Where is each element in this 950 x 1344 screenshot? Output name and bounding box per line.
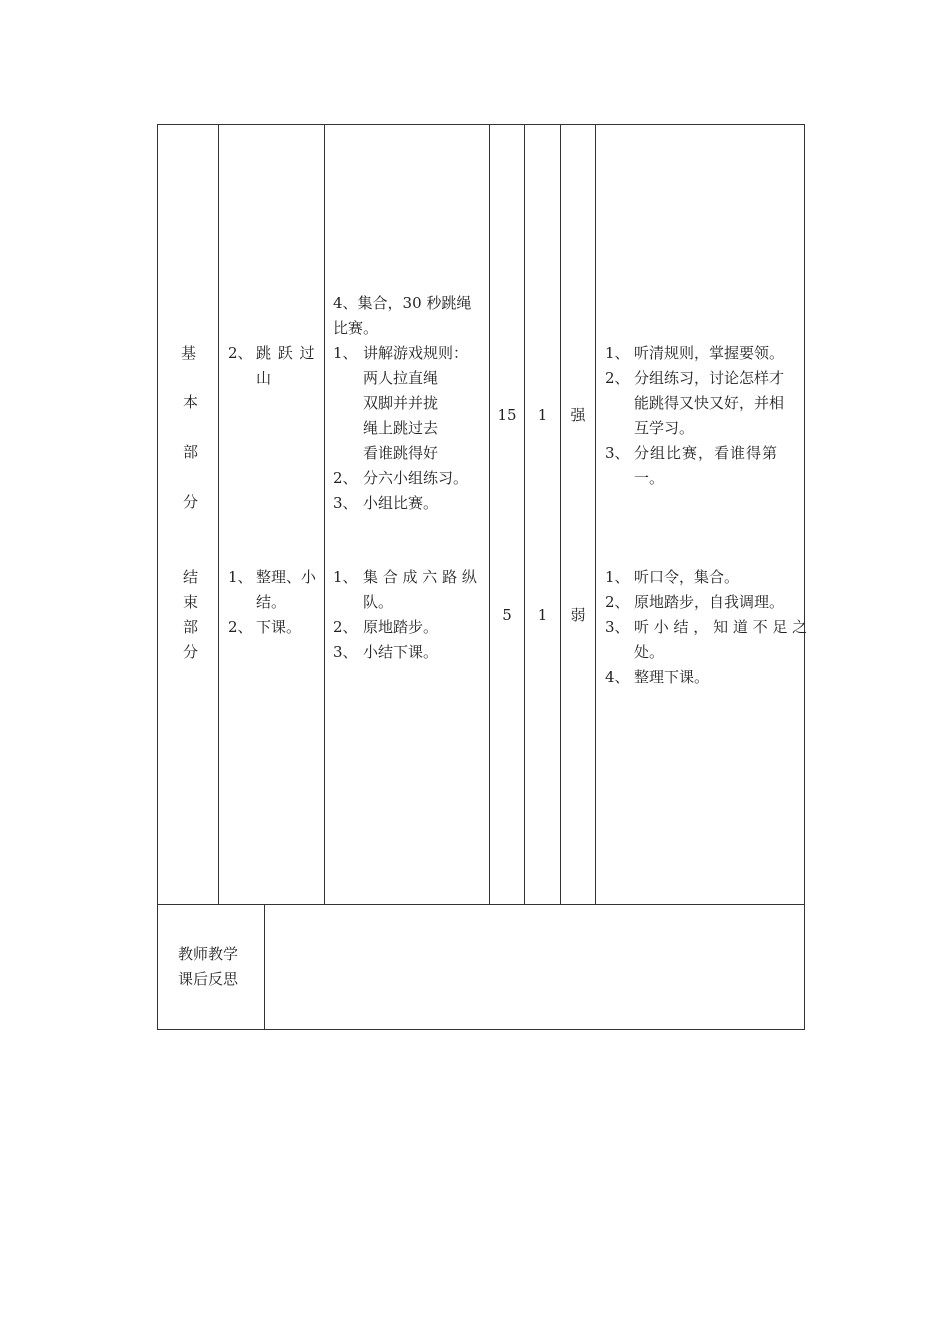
method-item: 集 合 成 六 路 纵 xyxy=(363,568,477,586)
reflection-label-line: 教师教学 xyxy=(178,945,239,963)
times-value: 1 xyxy=(537,406,548,424)
list-number: 2、 xyxy=(333,618,358,636)
list-number: 1、 xyxy=(333,344,358,362)
list-number: 4、 xyxy=(605,668,630,686)
section-label-char: 部 xyxy=(183,618,199,636)
method-item: 小组比赛。 xyxy=(363,494,439,512)
list-number: 3、 xyxy=(605,618,630,636)
student-item: 能跳得又快又好，并相 xyxy=(634,394,785,412)
col-divider-3 xyxy=(489,124,490,904)
student-item: 整理下课。 xyxy=(634,668,710,686)
list-number: 3、 xyxy=(333,494,358,512)
section-label-char: 本 xyxy=(183,393,199,411)
method-item: 绳上跳过去 xyxy=(363,419,439,437)
method-item: 小结下课。 xyxy=(363,643,439,661)
method-item: 队。 xyxy=(363,593,394,611)
list-number: 2、 xyxy=(228,618,253,636)
table-top-border xyxy=(157,124,805,125)
student-item: 听清规则，掌握要领。 xyxy=(634,344,785,362)
col-divider-1 xyxy=(218,124,219,904)
section-label-char: 分 xyxy=(183,493,199,511)
list-number: 1、 xyxy=(605,344,630,362)
list-number: 2、 xyxy=(605,369,630,387)
student-item: 听口令，集合。 xyxy=(634,568,740,586)
student-item: 处。 xyxy=(634,643,665,661)
list-number: 1、 xyxy=(228,568,253,586)
intensity-value: 弱 xyxy=(570,606,586,624)
student-item: 一。 xyxy=(634,469,665,487)
list-number: 3、 xyxy=(333,643,358,661)
list-number: 2、 xyxy=(228,344,253,362)
section-label-char: 结 xyxy=(183,568,199,586)
method-intro: 4、集合，30 秒跳绳 xyxy=(333,294,472,312)
col-divider-2 xyxy=(324,124,325,904)
method-item: 原地踏步。 xyxy=(363,618,439,636)
list-number: 3、 xyxy=(605,444,630,462)
table-right-border xyxy=(804,124,805,1030)
time-value: 15 xyxy=(497,406,517,424)
section-label-char: 基 xyxy=(181,344,197,362)
student-item: 原地踏步，自我调理。 xyxy=(634,593,785,611)
method-item: 分六小组练习。 xyxy=(363,469,469,487)
content-text: 跳 跃 过 xyxy=(256,344,316,362)
content-text: 山 xyxy=(256,369,272,387)
times-value: 1 xyxy=(537,606,548,624)
col-divider-6 xyxy=(595,124,596,904)
section-label-char: 束 xyxy=(183,593,199,611)
student-item: 互学习。 xyxy=(634,419,695,437)
table-bottom-border xyxy=(157,1029,805,1030)
col-divider-5 xyxy=(560,124,561,904)
content-text: 结。 xyxy=(256,593,287,611)
student-item: 分组比赛，看谁得第 xyxy=(634,444,779,462)
list-number: 2、 xyxy=(333,469,358,487)
list-number: 1、 xyxy=(333,568,358,586)
method-intro: 比赛。 xyxy=(333,319,379,337)
list-number: 2、 xyxy=(605,593,630,611)
reflection-divider xyxy=(264,904,265,1029)
intensity-value: 强 xyxy=(570,406,586,424)
method-item: 两人拉直绳 xyxy=(363,369,439,387)
col-divider-4 xyxy=(524,124,525,904)
method-item: 双脚并并拢 xyxy=(363,394,439,412)
student-item: 听 小 结 ， 知 道 不 足 之 xyxy=(634,618,808,636)
row-divider xyxy=(157,904,805,905)
method-item: 讲解游戏规则： xyxy=(363,344,469,362)
time-value: 5 xyxy=(502,606,512,624)
content-text: 下课。 xyxy=(256,618,302,636)
section-label-char: 部 xyxy=(183,443,199,461)
section-label-char: 分 xyxy=(183,643,199,661)
list-number: 1、 xyxy=(605,568,630,586)
table-left-border xyxy=(157,124,158,1030)
student-item: 分组练习，讨论怎样才 xyxy=(634,369,785,387)
reflection-label-line: 课后反思 xyxy=(178,970,239,988)
method-item: 看谁跳得好 xyxy=(363,444,439,462)
reflection-content[interactable] xyxy=(275,942,795,1022)
content-text: 整理、小 xyxy=(256,568,317,586)
